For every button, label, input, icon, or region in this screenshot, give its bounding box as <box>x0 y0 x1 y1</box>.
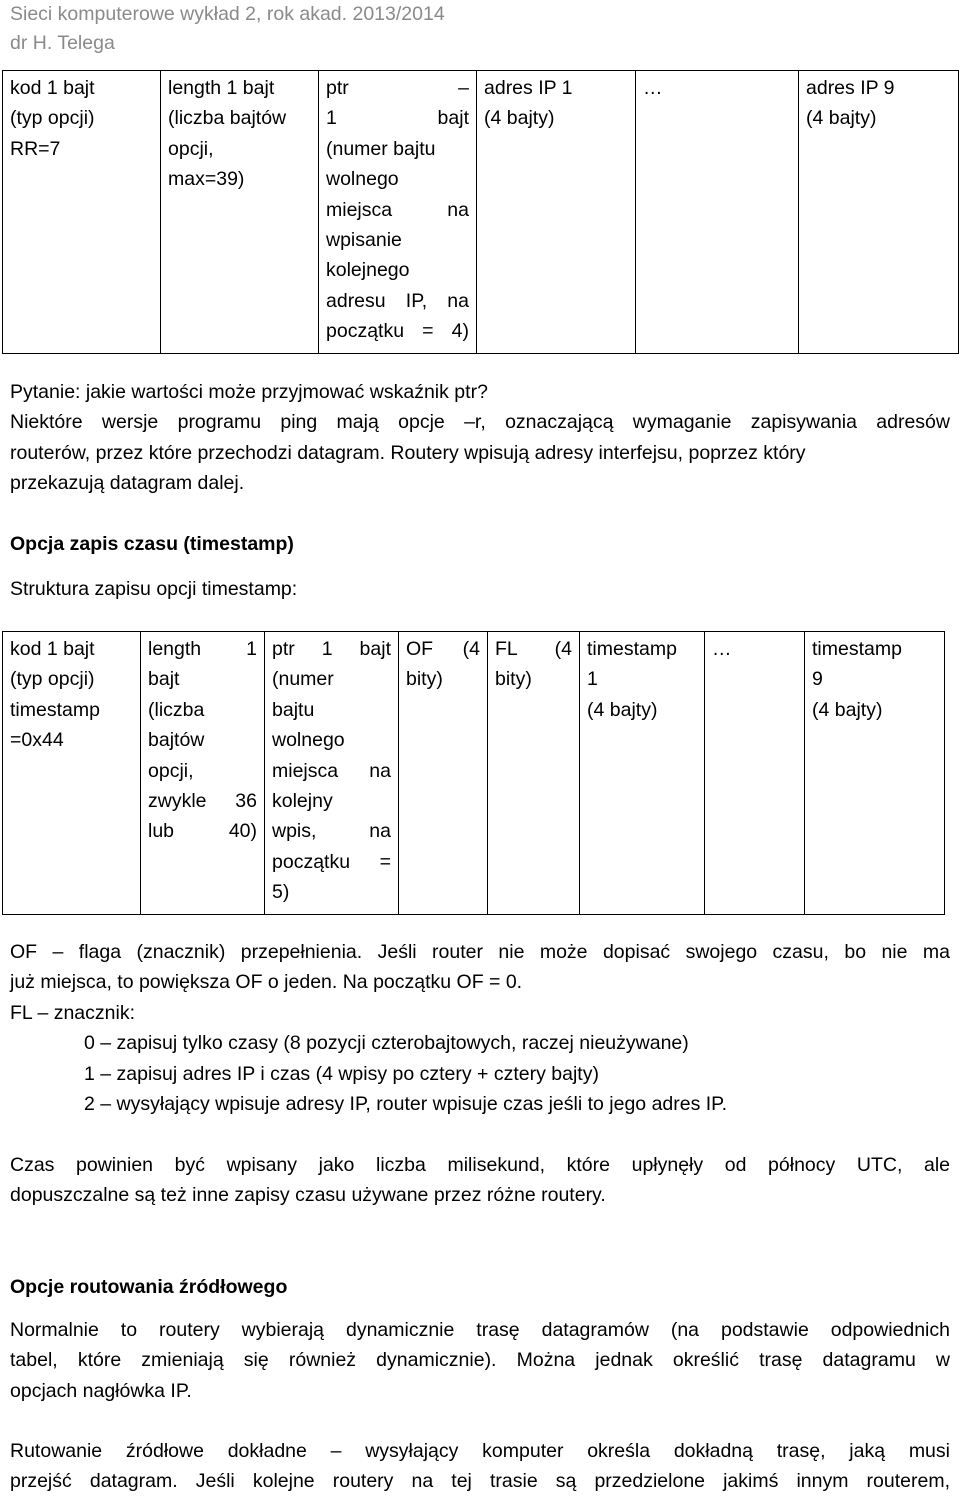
cell-line: ptr – <box>326 77 469 99</box>
source-routing-line: Rutowanie źródłowe dokładne – wysyłający komputer określa dokładną trasę, jaką musi <box>10 1440 950 1462</box>
fl-option-0: 0 – zapisuj tylko czasy (8 pozycji czterobajtowych, raczej nieużywane) <box>84 1032 689 1055</box>
cell-line: miejsca na <box>326 198 469 221</box>
record-route-option-table <box>2 70 959 354</box>
fl-label: FL – znacznik: <box>10 1001 135 1024</box>
of-fl-description <box>10 937 950 1119</box>
cell-line: ptr 1 bajt <box>272 638 391 660</box>
rr-paragraph-fragment: routerów, przez które przechodzi datagram. <box>10 441 386 464</box>
cell-line: (typ opcji) <box>10 668 95 691</box>
cell-line: OF (4 <box>406 638 480 660</box>
table-row <box>3 71 959 354</box>
cell-line: 1 <box>587 668 598 691</box>
rr-cell-code <box>3 71 161 354</box>
timestamp-structure-label: Struktura zapisu opcji timestamp: <box>10 578 298 600</box>
source-routing-paragraph-2 <box>10 1436 950 1497</box>
table-row <box>3 632 945 915</box>
cell-line: (numer <box>272 668 334 691</box>
of-description-line: OF – flaga (znacznik) przepełnienia. Jeśli router nie może dopisać swojego czasu, bo nie ma <box>10 941 950 963</box>
cell-line: FL (4 <box>495 638 572 660</box>
ts-cell-timestamp1 <box>580 632 705 915</box>
cell-line: length 1 <box>148 638 257 660</box>
cell-line: bity) <box>406 668 443 691</box>
cell-line: (numer bajtu <box>326 137 436 160</box>
cell-line: (4 bajty) <box>484 107 555 130</box>
cell-line: (4 bajty) <box>587 698 658 721</box>
cell-line: (liczba bajtów <box>168 107 287 130</box>
rr-cell-ptr <box>319 71 477 354</box>
cell-line: (typ opcji) <box>10 107 95 130</box>
header-course-line: Sieci komputerowe wykład 2, rok akad. 2013/2014 <box>10 3 445 25</box>
cell-line: lub 40) <box>148 820 257 843</box>
cell-line: timestamp <box>587 638 677 660</box>
cell-line: … <box>712 638 732 660</box>
cell-line: timestamp <box>10 698 100 721</box>
ts-cell-ellipsis <box>705 632 805 915</box>
rr-paragraph-line <box>10 438 950 468</box>
time-paragraph-line: dopuszczalne są też inne zapisy czasu używane przez różne routery. <box>10 1184 606 1207</box>
cell-line: wolnego <box>326 168 399 191</box>
page-header <box>10 0 445 58</box>
cell-line: bajtu <box>272 698 315 721</box>
ts-cell-fl <box>488 632 580 915</box>
cell-line: RR=7 <box>10 137 61 160</box>
cell-line: 9 <box>812 668 823 691</box>
cell-line: kod 1 bajt <box>10 77 95 99</box>
cell-line: bajtów <box>148 729 205 752</box>
cell-line: miejsca na <box>272 759 391 782</box>
cell-line: … <box>643 77 663 99</box>
source-routing-paragraph-1 <box>10 1315 950 1406</box>
rr-paragraph-fragment: Routery wpisują adresy interfejsu, poprzez który <box>385 441 806 464</box>
cell-line: bajt <box>148 668 180 691</box>
cell-line: kod 1 bajt <box>10 638 95 660</box>
cell-line: (4 bajty) <box>806 107 877 130</box>
ts-cell-length <box>141 632 265 915</box>
of-description-line: już miejsca, to powiększa OF o jeden. Na początku OF = 0. <box>10 971 523 994</box>
cell-line: kolejnego <box>326 259 410 282</box>
cell-line: length 1 bajt <box>168 77 275 99</box>
cell-line: 5) <box>272 881 290 904</box>
cell-line: (liczba <box>148 698 205 721</box>
cell-line: adres IP 1 <box>484 77 573 99</box>
timestamp-heading: Opcja zapis czasu (timestamp) <box>10 533 294 555</box>
rr-cell-ellipsis <box>636 71 799 354</box>
ts-cell-timestamp9 <box>805 632 945 915</box>
ts-cell-of <box>399 632 488 915</box>
rr-paragraph-line: Niektóre wersje programu ping mają opcje –r, oznaczającą wymaganie zapisywania adresów <box>10 411 950 434</box>
cell-line: początku = <box>272 850 391 873</box>
cell-line: timestamp <box>812 638 902 660</box>
fl-option-1: 1 – zapisuj adres IP i czas (4 wpisy po cztery + cztery bajty) <box>84 1062 599 1085</box>
cell-line: adresu IP, na <box>326 289 469 312</box>
timestamp-option-table <box>2 631 945 915</box>
ts-cell-ptr <box>265 632 399 915</box>
cell-line: opcji, <box>148 759 194 782</box>
rr-paragraph-line: przekazują datagram dalej. <box>10 472 245 495</box>
cell-line: kolejny <box>272 790 333 813</box>
cell-line: bity) <box>495 668 532 691</box>
source-routing-line: przejść datagram. Jeśli kolejne routery na tej trasie są przedzielone jakimś innym routerem, <box>10 1470 950 1493</box>
cell-line: opcji, <box>168 137 214 160</box>
cell-line: 1 bajt <box>326 107 469 130</box>
rr-cell-ip1 <box>477 71 636 354</box>
source-routing-line: opcjach nagłówka IP. <box>10 1379 192 1402</box>
cell-line: max=39) <box>168 168 245 191</box>
source-routing-heading: Opcje routowania źródłowego <box>10 1276 288 1298</box>
cell-line: adres IP 9 <box>806 77 895 99</box>
cell-line: zwykle 36 <box>148 790 257 813</box>
rr-description <box>10 377 950 499</box>
rr-question: Pytanie: jakie wartości może przyjmować wskaźnik ptr? <box>10 381 488 403</box>
time-paragraph-line: Czas powinien być wpisany jako liczba milisekund, które upłynęły od północy UTC, ale <box>10 1154 950 1176</box>
cell-line: wolnego <box>272 729 345 752</box>
ts-cell-code <box>3 632 141 915</box>
rr-cell-ip9 <box>799 71 959 354</box>
cell-line: początku = 4) <box>326 320 469 343</box>
source-routing-line: Normalnie to routery wybierają dynamicznie trasę datagramów (na podstawie odpowiednich <box>10 1319 950 1341</box>
cell-line: =0x44 <box>10 729 64 752</box>
cell-line: (4 bajty) <box>812 698 883 721</box>
time-format-paragraph <box>10 1150 950 1211</box>
fl-option-2: 2 – wysyłający wpisuje adresy IP, router wpisuje czas jeśli to jego adres IP. <box>84 1093 728 1116</box>
source-routing-line: tabel, które zmieniają się również dynamicznie). Można jednak określić trasę datagramu w <box>10 1349 950 1372</box>
rr-cell-length <box>161 71 319 354</box>
header-author-line: dr H. Telega <box>10 32 115 54</box>
cell-line: wpisanie <box>326 229 402 252</box>
cell-line: wpis, na <box>272 820 391 843</box>
